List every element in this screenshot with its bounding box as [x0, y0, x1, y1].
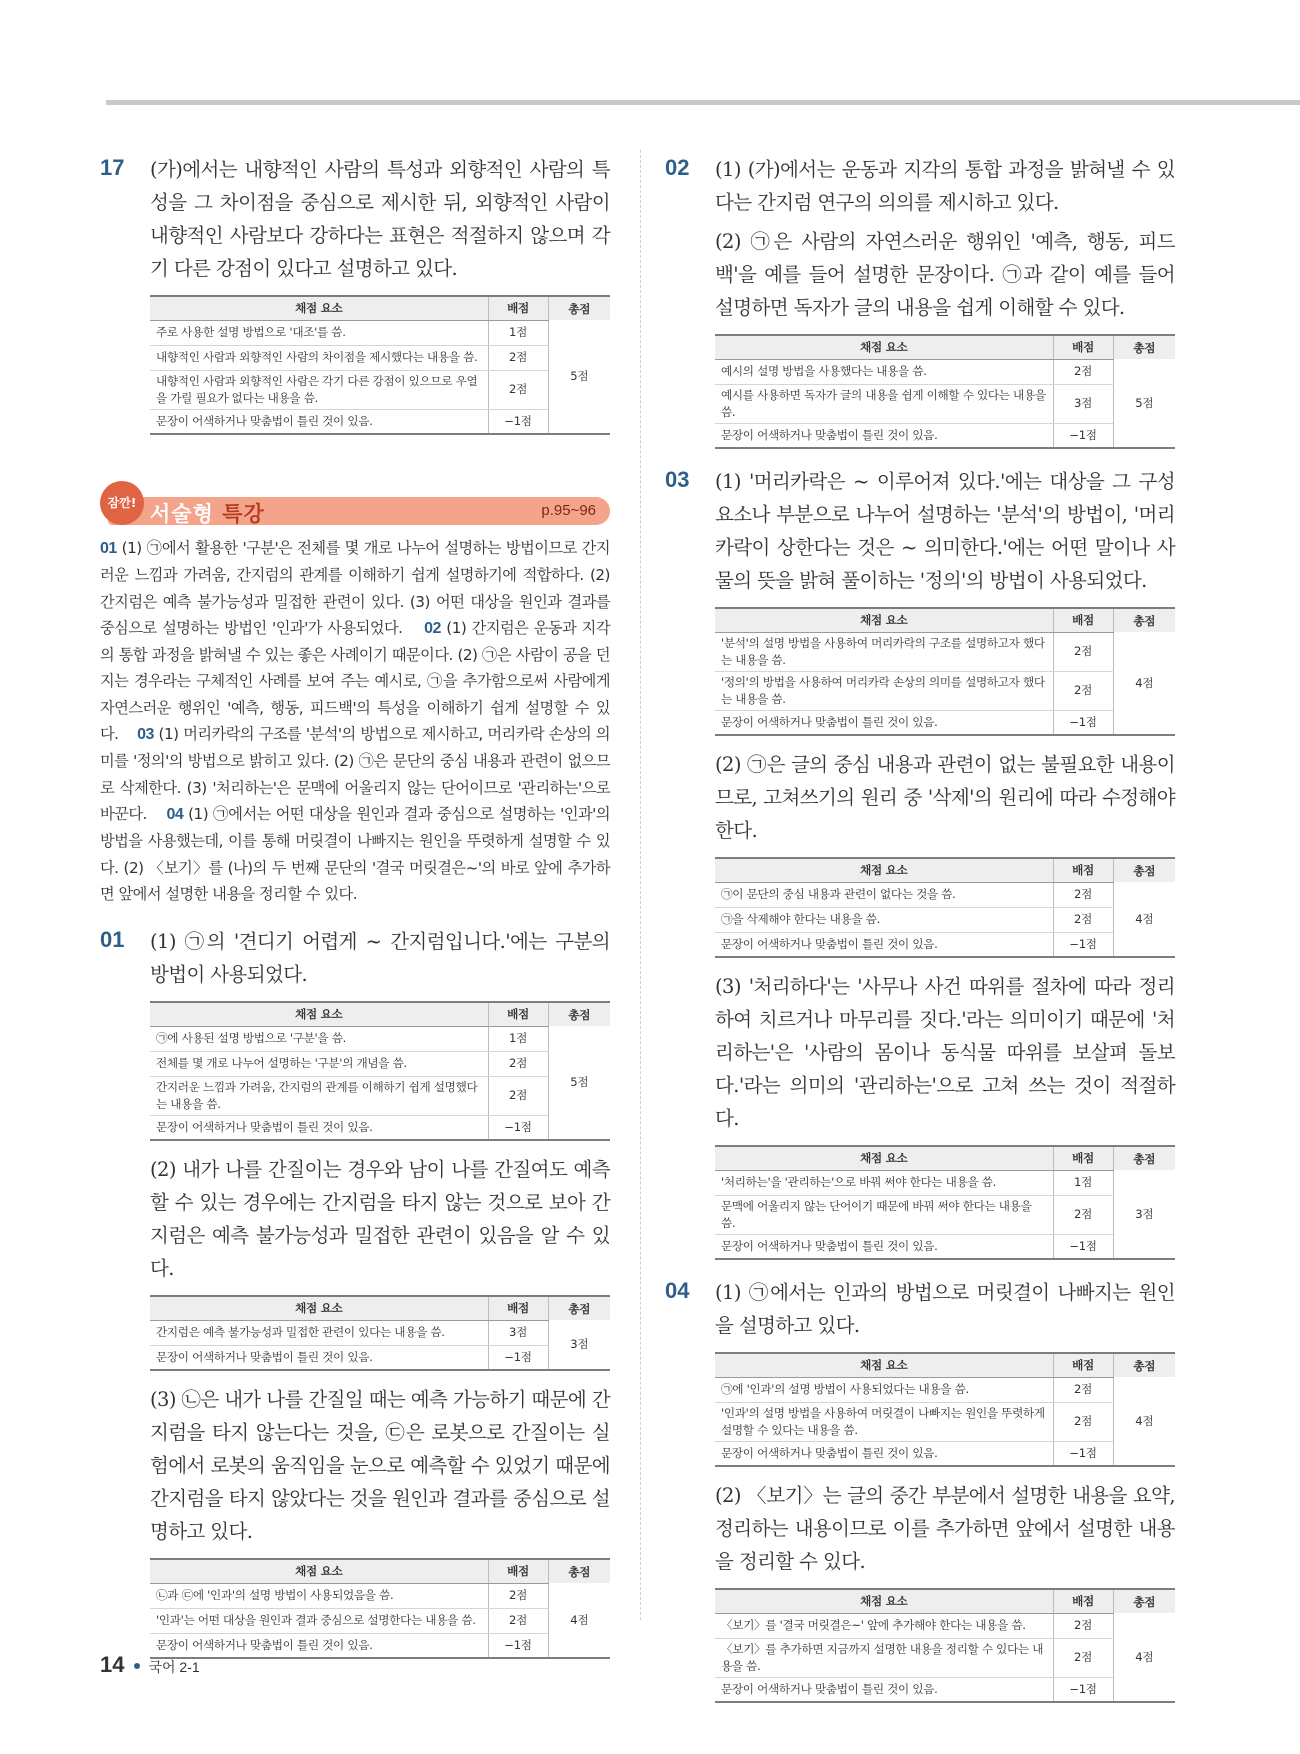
- top-rule: [106, 100, 1300, 105]
- right-column: [665, 153, 1175, 1719]
- table-row: 예시의 설명 방법을 사용했다는 내용을 씀. 2점 5점: [715, 359, 1175, 384]
- question-number: 17: [100, 155, 125, 180]
- total-score: 4점: [548, 1583, 610, 1658]
- question-number: 02: [665, 155, 690, 180]
- answer-text: (1) ㉠에서는 인과의 방법으로 머릿결이 나빠지는 원인을 설명하고 있다.: [715, 1281, 1175, 1337]
- question-04: [665, 1276, 1175, 1703]
- table-row: 주로 사용한 설명 방법으로 '대조'를 씀. 1점 5점: [150, 320, 610, 345]
- scoring-table: [150, 295, 610, 435]
- table-row: '처리하는'을 '관리하는'으로 바꿔 써야 한다는 내용을 씀. 1점 3점: [715, 1170, 1175, 1195]
- answer-text: (1) (가)에서는 운동과 지각의 통합 과정을 밝혀낼 수 있다는 간지럼 연구의 의의를 제시하고 있다.: [715, 158, 1175, 214]
- total-score: 4점: [1113, 632, 1175, 735]
- table-row: 문장이 어색하거나 맞춤법이 틀린 것이 있음. −1점: [150, 1345, 610, 1370]
- table-row: 문장이 어색하거나 맞춤법이 틀린 것이 있음. −1점: [715, 1677, 1175, 1702]
- left-column: [100, 153, 610, 1675]
- table-row: 문장이 어색하거나 맞춤법이 틀린 것이 있음. −1점: [715, 423, 1175, 448]
- table-row: 간지러운 느낌과 가려움, 간지럼의 관계를 이해하기 쉽게 설명했다는 내용을 씀. 2점: [150, 1076, 610, 1115]
- scoring-table: 채점 요소 배점 총점 ㉠이 문단의 중심 내용과 관련이 없다는 것을 씀. 2점 4점 ㉠을 삭제해야 한다는 내용을 씀. 2점 문장이 어색하거나 맞춤법이 틀린 것이 있음. −1점: [715, 857, 1175, 958]
- table-row: 내향적인 사람과 외향적인 사람의 차이점을 제시했다는 내용을 씀. 2점: [150, 345, 610, 370]
- question-01: [100, 925, 610, 1659]
- page-number: 14: [100, 1652, 125, 1677]
- table-row: ㉠에 사용된 설명 방법으로 '구분'을 씀. 1점 5점: [150, 1026, 610, 1051]
- table-row: 문장이 어색하거나 맞춤법이 틀린 것이 있음. −1점: [715, 1441, 1175, 1466]
- table-row: 문장이 어색하거나 맞춤법이 틀린 것이 있음. −1점: [150, 1115, 610, 1140]
- table-row: 내향적인 사람과 외향적인 사람은 각기 다른 강점이 있으므로 우열을 가릴 필요가 없다는 내용을 씀. 2점: [150, 370, 610, 409]
- question-number: 01: [100, 927, 125, 953]
- table-row: '인과'의 설명 방법을 사용하여 머릿결이 나빠지는 원인을 뚜렷하게 설명할 수 있다는 내용을 씀. 2점: [715, 1402, 1175, 1441]
- page-footer: [100, 1652, 200, 1678]
- table-row: 문장이 어색하거나 맞춤법이 틀린 것이 있음. −1점: [715, 710, 1175, 735]
- header-element: 채점 요소: [150, 296, 488, 320]
- table-row: 간지럼은 예측 불가능성과 밀접한 관련이 있다는 내용을 씀. 3점 3점: [150, 1320, 610, 1345]
- scoring-table: 채점 요소 배점 총점 ㉡과 ㉢에 '인과'의 설명 방법이 사용되었음을 씀. 2점 4점 '인과'는 어떤 대상을 원인과 결과 중심으로 설명한다는 내용을 씀. 2점 문장이 어색하거나 맞춤법이 틀린 것이 있음. −1점: [150, 1558, 610, 1659]
- scoring-table: 채점 요소 배점 총점 〈보기〉를 '결국 머릿결은~' 앞에 추가해야 한다는 내용을 씀. 2점 4점 〈보기〉를 추가하면 지금까지 설명한 내용을 정리할 수 있다는 내용을 씀. 2점 문장이 어색하거나 맞춤법이 틀린 것이 있음. −1점: [715, 1588, 1175, 1703]
- table-row: '인과'는 어떤 대상을 원인과 결과 중심으로 설명한다는 내용을 씀. 2점: [150, 1608, 610, 1633]
- scoring-table: 채점 요소 배점 총점 '처리하는'을 '관리하는'으로 바꿔 써야 한다는 내용을 씀. 1점 3점 문맥에 어울리지 않는 단어이기 때문에 바꿔 써야 한다는 내용을 씀. 2점 문장이 어색하거나 맞춤법이 틀린 것이 있음. −1점: [715, 1145, 1175, 1260]
- question-number: 04: [665, 1278, 690, 1303]
- table-row: ㉠을 삭제해야 한다는 내용을 씀. 2점: [715, 907, 1175, 932]
- table-row: 〈보기〉를 '결국 머릿결은~' 앞에 추가해야 한다는 내용을 씀. 2점 4점: [715, 1613, 1175, 1638]
- banner-title: 서술형 특강: [150, 502, 265, 526]
- answer-text: (2) ㉠은 사람의 자연스러운 행위인 '예측, 행동, 피드백'을 예를 들어 설명한 문장이다. ㉠과 같이 예를 들어 설명하면 독자가 글의 내용을 쉽게 이해할 수 있다.: [715, 230, 1175, 319]
- scoring-table: 채점 요소 배점 총점 ㉠에 사용된 설명 방법으로 '구분'을 씀. 1점 5점 전체를 몇 개로 나누어 설명하는 '구분'의 개념을 씀. 2점 간지러운 느낌과 가려움, 간지럼의 관계를 이해하기 쉽게 설명했다는 내용을 씀. 2점 문장이 어색하거나 맞춤법이 틀린 것이 있음. −1점: [150, 1001, 610, 1141]
- total-score: 3점: [548, 1320, 610, 1370]
- scoring-table: 채점 요소 배점 총점 간지럼은 예측 불가능성과 밀접한 관련이 있다는 내용을 씀. 3점 3점 문장이 어색하거나 맞춤법이 틀린 것이 있음. −1점: [150, 1295, 610, 1371]
- book-title: 국어 2-1: [148, 1659, 200, 1675]
- question-02: [665, 153, 1175, 449]
- answer-text: (1) '머리카락은 ~ 이루어져 있다.'에는 대상을 그 구성 요소나 부분으로 나누어 설명하는 '분석'의 방법이, '머리카락이 상한다는 것은 ~ 의미한다.'에는 어떤 말이나 사물의 뜻을 밝혀 풀이하는 '정의'의 방법이 사용되었다.: [715, 470, 1175, 592]
- table-row: '분석'의 설명 방법을 사용하여 머리카락의 구조를 설명하고자 했다는 내용을 씀. 2점 4점: [715, 632, 1175, 671]
- table-row: ㉠에 '인과'의 설명 방법이 사용되었다는 내용을 씀. 2점 4점: [715, 1377, 1175, 1402]
- question-03: [665, 465, 1175, 1260]
- banner-badge: 잠깐!: [100, 481, 144, 525]
- total-score: 4점: [1113, 882, 1175, 957]
- total-score: 4점: [1113, 1613, 1175, 1702]
- total-score: 5점: [548, 1026, 610, 1140]
- header-score: 배점: [488, 296, 548, 320]
- total-score: 3점: [1113, 1170, 1175, 1259]
- total-score: 5점: [548, 320, 610, 434]
- total-score: 5점: [1113, 359, 1175, 448]
- answer-text: (1) ㉠의 '견디기 어렵게 ~ 간지럼입니다.'에는 구분의 방법이 사용되었다.: [150, 930, 610, 987]
- answer-text: (2) ㉠은 글의 중심 내용과 관련이 없는 불필요한 내용이므로, 고쳐쓰기의 원리 중 '삭제'의 원리에 따라 수정해야 한다.: [715, 753, 1175, 842]
- banner-page-ref: p.95~96: [541, 502, 596, 519]
- table-row: 예시를 사용하면 독자가 글의 내용을 쉽게 이해할 수 있다는 내용을 씀. 3점: [715, 384, 1175, 423]
- table-row: 전체를 몇 개로 나누어 설명하는 '구분'의 개념을 씀. 2점: [150, 1051, 610, 1076]
- summary-text: 01 (1) ㉠에서 활용한 '구분'은 전체를 몇 개로 나누어 설명하는 방법이므로 간지러운 느낌과 가려움, 간지럼의 관계를 이해하기 쉽게 설명하기에 적합하다. (2) 간지럼은 예측 불가능성과 밀접한 관련이 있다. (3) 어떤 대상을 원인과 결과를 중심으로 설명하는 방법인 '인과'가 사용되었다. 02 (1) 간지럼은 운동과 지각의 통합 과정을 밝혀낼 수 있는 좋은 사례이기 때문이다. (2) ㉠은 사람이 공을 던지는 경우라는 구체적인 사례를 보여 주는 예시로, ㉠을 추가함으로써 사람에게 자연스러운 행위인 '예측, 행동, 피드백'의 특성을 이해하기 쉽게 설명할 수 있다. 03 (1) 머리카락의 구조를 '분석'의 방법으로 제시하고, 머리카락 손상의 의미를 '정의'의 방법으로 밝히고 있다. (2) ㉠은 문단의 중심 내용과 관련이 없으므로 삭제한다. (3) '처리하는'은 문맥에 어울리지 않는 단어이므로 '관리하는'으로 바꾼다. 04 (1) ㉠에서는 어떤 대상을 원인과 결과 중심으로 설명하는 '인과'의 방법을 사용했는데, 이를 통해 머릿결이 나빠지는 원인을 뚜렷하게 설명할 수 있다. (2) 〈보기〉를 (나)의 두 번째 문단의 '결국 머릿결은~'의 바로 앞에 추가하면 앞에서 설명한 내용을 정리할 수 있다.: [100, 539, 611, 903]
- table-row: 〈보기〉를 추가하면 지금까지 설명한 내용을 정리할 수 있다는 내용을 씀. 2점: [715, 1638, 1175, 1677]
- column-divider: [640, 150, 641, 1620]
- table-row: ㉡과 ㉢에 '인과'의 설명 방법이 사용되었음을 씀. 2점 4점: [150, 1583, 610, 1608]
- total-score: 4점: [1113, 1377, 1175, 1466]
- answer-text: (가)에서는 내향적인 사람의 특성과 외향적인 사람의 특성을 그 차이점을 중심으로 제시한 뒤, 외향적인 사람이 내향적인 사람보다 강하다는 표현은 적절하지 않으며 각기 다른 강점이 있다고 설명하고 있다.: [150, 158, 610, 280]
- table-row: 문장이 어색하거나 맞춤법이 틀린 것이 있음. −1점: [150, 409, 610, 434]
- bullet-dot-icon: [134, 1663, 140, 1669]
- scoring-table: 채점 요소 배점 총점 예시의 설명 방법을 사용했다는 내용을 씀. 2점 5점 예시를 사용하면 독자가 글의 내용을 쉽게 이해할 수 있다는 내용을 씀. 3점 문장이 어색하거나 맞춤법이 틀린 것이 있음. −1점: [715, 334, 1175, 449]
- answer-text: (2) 〈보기〉는 글의 중간 부분에서 설명한 내용을 요약, 정리하는 내용이므로 이를 추가하면 앞에서 설명한 내용을 정리할 수 있다.: [715, 1484, 1175, 1573]
- scoring-table: 채점 요소 배점 총점 '분석'의 설명 방법을 사용하여 머리카락의 구조를 설명하고자 했다는 내용을 씀. 2점 4점 '정의'의 방법을 사용하여 머리카락 손상의 의미를 설명하고자 했다는 내용을 씀. 2점 문장이 어색하거나 맞춤법이 틀린 것이 있음. −1점: [715, 607, 1175, 736]
- question-17: [100, 153, 610, 435]
- answer-text: (3) ㉡은 내가 나를 간질일 때는 예측 가능하기 때문에 간지럼을 타지 않는다는 것을, ㉢은 로봇으로 간질이는 실험에서 로봇의 움직임을 눈으로 예측할 수 있었기 때문에 간지럼을 타지 않았다는 것을 원인과 결과를 중심으로 설명하고 있다.: [150, 1388, 610, 1544]
- question-number: 03: [665, 467, 690, 492]
- table-row: 문장이 어색하거나 맞춤법이 틀린 것이 있음. −1점: [715, 1234, 1175, 1259]
- section-banner: [100, 493, 610, 527]
- table-row: 문장이 어색하거나 맞춤법이 틀린 것이 있음. −1점: [715, 932, 1175, 957]
- header-total: 총점: [548, 296, 610, 320]
- table-row: ㉠이 문단의 중심 내용과 관련이 없다는 것을 씀. 2점 4점: [715, 882, 1175, 907]
- answer-text: (2) 내가 나를 간질이는 경우와 남이 나를 간질여도 예측할 수 있는 경우에는 간지럼을 타지 않는 것으로 보아 간지럼은 예측 불가능성과 밀접한 관련이 있음을 알 수 있다.: [150, 1158, 610, 1281]
- table-row: 문맥에 어울리지 않는 단어이기 때문에 바꿔 써야 한다는 내용을 씀. 2점: [715, 1195, 1175, 1234]
- table-row: 문장이 어색하거나 맞춤법이 틀린 것이 있음. −1점: [150, 1633, 610, 1658]
- table-row: '정의'의 방법을 사용하여 머리카락 손상의 의미를 설명하고자 했다는 내용을 씀. 2점: [715, 671, 1175, 710]
- scoring-table: 채점 요소 배점 총점 ㉠에 '인과'의 설명 방법이 사용되었다는 내용을 씀. 2점 4점 '인과'의 설명 방법을 사용하여 머릿결이 나빠지는 원인을 뚜렷하게 설명할 수 있다는 내용을 씀. 2점 문장이 어색하거나 맞춤법이 틀린 것이 있음. −1점: [715, 1352, 1175, 1467]
- answer-text: (3) '처리하다'는 '사무나 사건 따위를 절차에 따라 정리하여 치르거나 마무리를 짓다.'라는 의미이기 때문에 '처리하는'은 '사람의 몸이나 동식물 따위를 보살펴 돌보다.'라는 의미의 '관리하는'으로 고쳐 쓰는 것이 적절하다.: [715, 975, 1175, 1130]
